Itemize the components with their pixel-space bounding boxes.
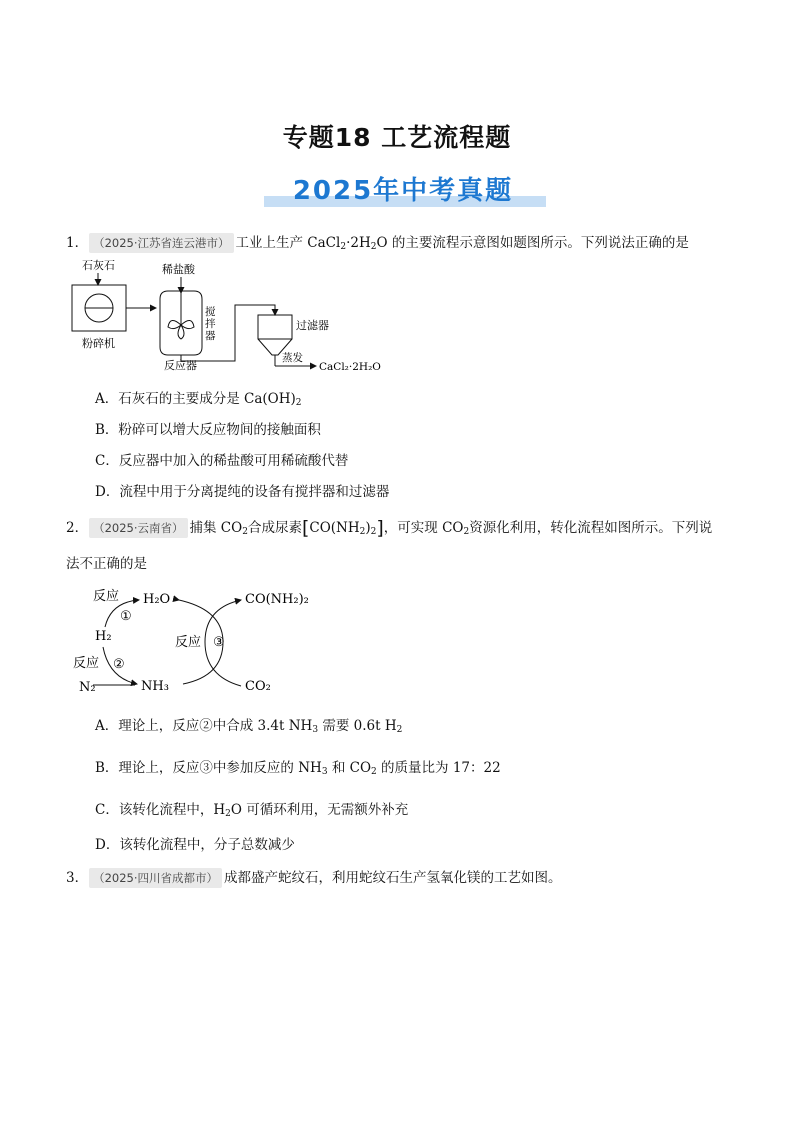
question-number: 1． (66, 235, 89, 251)
label-circle-1: ① (120, 609, 132, 624)
q2-option-a[interactable]: A．理论上，反应②中合成 3.4t $NH_3$ 需要 0.6t $H_2$ (95, 718, 403, 735)
q2-cycle-diagram (65, 580, 325, 700)
label-reactor: 反应器 (164, 359, 197, 372)
question-2-stem-line2: 法不正确的是 (66, 556, 147, 572)
section-banner (262, 170, 544, 210)
page-title: 专题18 工艺流程题 (282, 123, 512, 152)
label-reaction-1: 反应 (93, 589, 120, 604)
label-circle-3: ③ (213, 635, 225, 650)
question-number: 2． (66, 520, 89, 536)
q1-option-c[interactable]: C．反应器中加入的稀盐酸可用稀硫酸代替 (95, 453, 349, 469)
source-tag: （2025·云南省） (89, 518, 187, 538)
label-nh3: NH₃ (141, 679, 169, 694)
q2-option-c[interactable]: C．该转化流程中，$H_2O$ 可循环利用，无需额外补充 (95, 802, 409, 819)
label-crusher: 粉碎机 (82, 337, 115, 350)
label-product: CaCl₂·2H₂O (319, 361, 381, 373)
banner-text: 2025年中考真题 (292, 176, 514, 206)
label-reaction-2: 反应 (73, 656, 100, 671)
q1-option-b[interactable]: B．粉碎可以增大反应物间的接触面积 (95, 422, 321, 438)
label-h2o: H₂O (143, 592, 171, 607)
label-hcl: 稀盐酸 (162, 263, 195, 276)
label-co2: CO₂ (245, 679, 271, 694)
q2-option-d[interactable]: D．该转化流程中，分子总数减少 (95, 837, 295, 853)
label-h2: H₂ (95, 629, 112, 644)
label-filter: 过滤器 (296, 319, 329, 332)
label-stirrer: 搅拌器 (205, 306, 216, 342)
label-reaction-3: 反应 (175, 635, 202, 650)
label-evaporate: 蒸发 (282, 352, 303, 364)
question-3-stem: 3． （2025·四川省成都市） 成都盛产蛇纹石，利用蛇纹石生产氢氧化镁的工艺如图。 (66, 870, 562, 886)
question-2-stem: 2． （2025·云南省） 捕集 $CO_2$合成尿素$[CO(NH_2)_2]$，可实现 $CO_2$资源化利用，转化流程如图所示。下列说 (66, 517, 713, 539)
q2-option-b[interactable]: B．理论上，反应③中参加反应的 $NH_3$ 和 $CO_2$ 的质量比为 17：22 (95, 760, 501, 777)
q1-option-a[interactable]: A．石灰石的主要成分是 $Ca(OH)_2$ (95, 391, 302, 408)
source-tag: （2025·江苏省连云港市） (89, 233, 233, 253)
label-circle-2: ② (113, 657, 125, 672)
label-limestone: 石灰石 (82, 259, 115, 272)
q1-process-diagram (60, 255, 400, 380)
source-tag: （2025·四川省成都市） (89, 868, 222, 888)
question-number: 3． (66, 870, 89, 886)
label-urea: CO(NH₂)₂ (245, 592, 309, 607)
question-1-stem: 1． （2025·江苏省连云港市） 工业上生产 $CaCl_2\cdot 2H_2O$ 的主要流程示意图如题图所示。下列说法正确的是 (66, 235, 689, 252)
filter-funnel (258, 315, 292, 355)
q1-option-d[interactable]: D．流程中用于分离提纯的设备有搅拌器和过滤器 (95, 484, 390, 500)
label-n2: N₂ (79, 680, 96, 695)
